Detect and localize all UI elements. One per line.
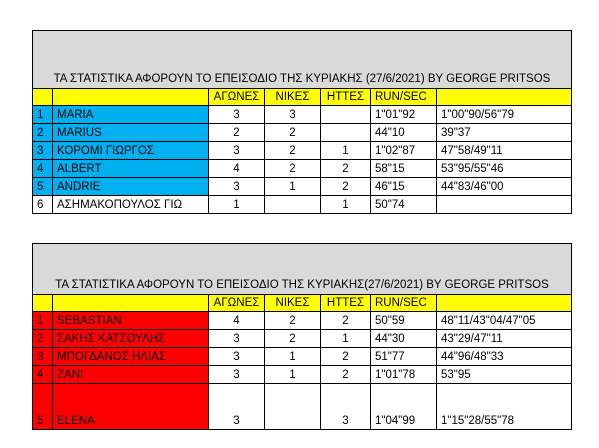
row-number: 4 <box>33 366 53 384</box>
row-number: 6 <box>33 196 53 214</box>
split-times-cell: 47"58/49"11 <box>437 142 572 160</box>
run-sec-cell: 58"15 <box>371 160 437 178</box>
run-sec-cell: 1"01"78 <box>371 366 437 384</box>
games-cell: 3 <box>209 178 265 196</box>
wins-cell: 1 <box>265 366 321 384</box>
run-sec-cell: 46"15 <box>371 178 437 196</box>
wins-cell: 2 <box>265 160 321 178</box>
split-times-cell: 44"96/48"33 <box>437 348 572 366</box>
wins-cell: 2 <box>265 142 321 160</box>
title-row <box>33 244 572 295</box>
header-num <box>33 295 53 312</box>
wins-cell: 1 <box>265 178 321 196</box>
table-title: ΤΑ ΣΤΑΤΙΣΤΙΚΑ ΑΦΟΡΟΥΝ ΤΟ ΕΠΕΙΣΟΔΙΟ ΤΗΣ ΚΥΡΙΑΚΗΣ(27/6/2021) BY GEORGE PRITSOS <box>33 244 572 295</box>
player-name: ELENA <box>53 384 209 430</box>
header-splits <box>437 89 572 106</box>
header-row <box>33 89 572 106</box>
wins-cell: 2 <box>265 124 321 142</box>
split-times-cell: 44"83/46"00 <box>437 178 572 196</box>
run-sec-cell: 50"74 <box>371 196 437 214</box>
header-wins: ΝΙΚΕΣ <box>265 89 321 106</box>
row-number: 3 <box>33 142 53 160</box>
losses-cell: 1 <box>321 142 371 160</box>
header-row <box>33 295 572 312</box>
split-times-cell: 1"00"90/56"79 <box>437 106 572 124</box>
header-run: RUN/SEC <box>371 89 437 106</box>
run-sec-cell: 1"02"87 <box>371 142 437 160</box>
split-times-cell: 53"95/55"46 <box>437 160 572 178</box>
header-wins: ΝΙΚΕΣ <box>265 295 321 312</box>
games-cell: 3 <box>209 384 265 430</box>
header-name <box>53 295 209 312</box>
row-number: 1 <box>33 106 53 124</box>
player-name: ALBERT <box>53 160 209 178</box>
table-row <box>33 178 572 196</box>
table-row <box>33 124 572 142</box>
player-name: ΑΣΗΜΑΚΟΠΟΥΛΟΣ ΓΙΩ <box>53 196 209 214</box>
wins-cell <box>265 384 321 430</box>
stats-table-2 <box>32 243 572 430</box>
losses-cell <box>321 124 371 142</box>
table-title: ΤΑ ΣΤΑΤΙΣΤΙΚΑ ΑΦΟΡΟΥΝ ΤΟ ΕΠΕΙΣΟΔΙΟ ΤΗΣ ΚΥΡΙΑΚΗΣ (27/6/2021) BY GEORGE PRITSOS <box>33 31 572 89</box>
split-times-cell: 39"37 <box>437 124 572 142</box>
table-row <box>33 330 572 348</box>
wins-cell: 3 <box>265 106 321 124</box>
wins-cell <box>265 196 321 214</box>
run-sec-cell: 50"59 <box>371 312 437 330</box>
losses-cell: 2 <box>321 312 371 330</box>
losses-cell: 2 <box>321 178 371 196</box>
header-losses: ΗΤΤΕΣ <box>321 89 371 106</box>
games-cell: 2 <box>209 124 265 142</box>
table-row <box>33 384 572 430</box>
split-times-cell: 48"11/43"04/47"05 <box>437 312 572 330</box>
header-name <box>53 89 209 106</box>
player-name: ZANI <box>53 366 209 384</box>
losses-cell: 1 <box>321 196 371 214</box>
header-splits <box>437 295 572 312</box>
split-times-cell <box>437 196 572 214</box>
row-number: 5 <box>33 178 53 196</box>
player-name: SEBASTIAN <box>53 312 209 330</box>
games-cell: 3 <box>209 348 265 366</box>
split-times-cell: 53"95 <box>437 366 572 384</box>
player-name: ΜΠΟΓΔΑΝΟΣ ΗΛΙΑΣ <box>53 348 209 366</box>
row-number: 3 <box>33 348 53 366</box>
games-cell: 4 <box>209 312 265 330</box>
run-sec-cell: 44"30 <box>371 330 437 348</box>
losses-cell: 3 <box>321 384 371 430</box>
games-cell: 3 <box>209 106 265 124</box>
run-sec-cell: 44"10 <box>371 124 437 142</box>
player-name: ΣΑΚΗΣ ΚΑΤΣΟΥΛΗΣ <box>53 330 209 348</box>
table-row <box>33 106 572 124</box>
games-cell: 1 <box>209 196 265 214</box>
table-row <box>33 312 572 330</box>
player-name: MARIA <box>53 106 209 124</box>
games-cell: 3 <box>209 142 265 160</box>
losses-cell <box>321 106 371 124</box>
losses-cell: 2 <box>321 366 371 384</box>
header-run: RUN/SEC <box>371 295 437 312</box>
wins-cell: 2 <box>265 330 321 348</box>
player-name: ΚΟΡΟΜΙ ΓΙΩΡΓΟΣ <box>53 142 209 160</box>
run-sec-cell: 51"77 <box>371 348 437 366</box>
run-sec-cell: 1"04"99 <box>371 384 437 430</box>
header-num <box>33 89 53 106</box>
row-number: 5 <box>33 384 53 430</box>
title-row <box>33 31 572 89</box>
stats-table-1 <box>32 30 572 214</box>
split-times-cell: 1"15"28/55"78 <box>437 384 572 430</box>
player-name: ANDRIE <box>53 178 209 196</box>
wins-cell: 1 <box>265 348 321 366</box>
wins-cell: 2 <box>265 312 321 330</box>
player-name: MARIUS <box>53 124 209 142</box>
games-cell: 3 <box>209 330 265 348</box>
losses-cell: 2 <box>321 160 371 178</box>
row-number: 4 <box>33 160 53 178</box>
header-games: ΑΓΩΝΕΣ <box>209 89 265 106</box>
table-row <box>33 366 572 384</box>
losses-cell: 1 <box>321 330 371 348</box>
games-cell: 4 <box>209 160 265 178</box>
table-row <box>33 196 572 214</box>
row-number: 1 <box>33 312 53 330</box>
run-sec-cell: 1"01"92 <box>371 106 437 124</box>
header-games: ΑΓΩΝΕΣ <box>209 295 265 312</box>
split-times-cell: 43"29/47"11 <box>437 330 572 348</box>
table-row <box>33 142 572 160</box>
table-row <box>33 348 572 366</box>
losses-cell: 2 <box>321 348 371 366</box>
table-row <box>33 160 572 178</box>
games-cell: 3 <box>209 366 265 384</box>
row-number: 2 <box>33 330 53 348</box>
row-number: 2 <box>33 124 53 142</box>
header-losses: ΗΤΤΕΣ <box>321 295 371 312</box>
